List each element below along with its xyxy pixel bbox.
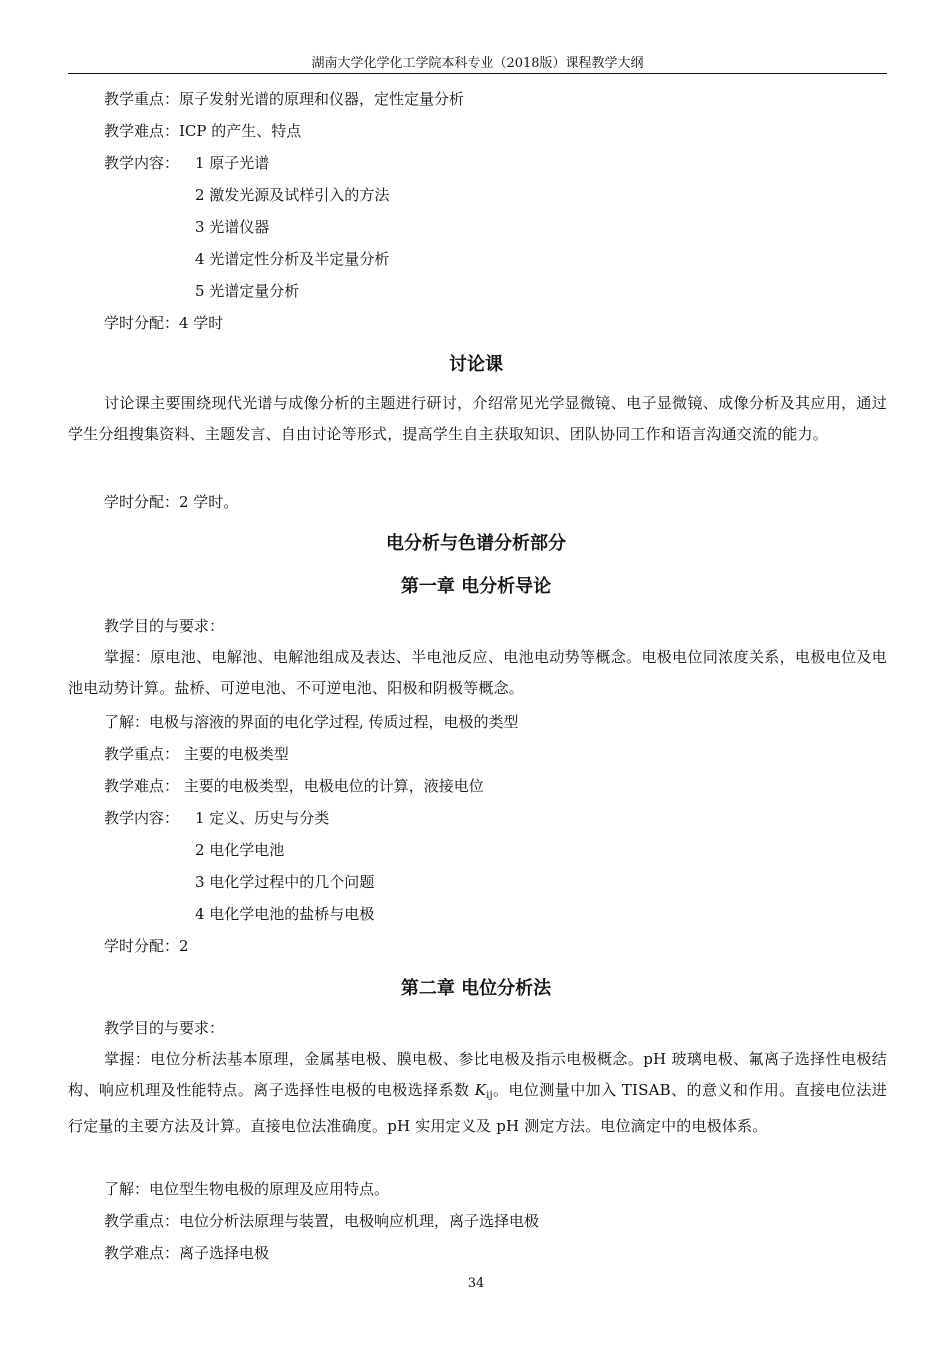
chapter2-master	[68, 1044, 887, 1142]
content-item: 1 原子光谱	[195, 154, 270, 172]
chapter1-content-label: 教学内容：	[104, 809, 180, 827]
teaching-difficulty: 教学难点：ICP 的产生、特点	[104, 122, 302, 140]
chapter2-difficulty: 教学难点：离子选择电极	[104, 1244, 270, 1262]
content-item: 3 光谱仪器	[195, 218, 270, 236]
hours-allocation: 学时分配：4 学时	[104, 314, 224, 332]
content-item: 2 激发光源及试样引入的方法	[195, 186, 390, 204]
page-number: 34	[467, 1276, 485, 1291]
header-rule	[68, 73, 887, 74]
running-header: 湖南大学化学化工学院本科专业（2018版）课程教学大纲	[311, 56, 644, 71]
chapter1-master: 掌握：原电池、电解池、电解池组成及表达、半电池反应、电池电动势等概念。电极电位同浓度关系，电极电位及电池电动势计算。盐桥、可逆电池、不可逆电池、阳极和阴极等概念。	[68, 648, 887, 697]
content-item: 3 电化学过程中的几个问题	[195, 873, 375, 891]
discussion-body: 讨论课主要围绕现代光谱与成像分析的主题进行研讨，介绍常见光学显微镜、电子显微镜、成像分析及其应用，通过学生分组搜集资料、主题发言、自由讨论等形式，提高学生自主获取知识、团队协同工作和语言沟通交流的能力。	[68, 394, 887, 443]
chapter2-understand: 了解：电位型生物电极的原理及应用特点。	[104, 1180, 390, 1198]
part-heading: 电分析与色谱分析部分	[386, 533, 566, 554]
discussion-heading: 讨论课	[449, 354, 503, 375]
teaching-focus: 教学重点：原子发射光谱的原理和仪器，定性定量分析	[104, 90, 465, 108]
content-item: 4 光谱定性分析及半定量分析	[195, 250, 390, 268]
content-item: 5 光谱定量分析	[195, 282, 300, 300]
content-item: 2 电化学电池	[195, 841, 285, 859]
chapter2-master-part1: 掌握：电位分析法基本原理，金属基电极、膜电极、参比电极及指示电极概念。pH 玻璃电极、氟离子选择性电极结构、响应机理及性能特点。离子选择性电极的电极选择系数	[68, 1050, 887, 1099]
chapter1-difficulty: 教学难点： 主要的电极类型，电极电位的计算，液接电位	[104, 777, 484, 795]
content-item: 4 电化学电池的盐桥与电极	[195, 905, 375, 923]
selectivity-coefficient-symbol: K	[474, 1081, 487, 1099]
chapter2-goal-label: 教学目的与要求：	[104, 1019, 225, 1037]
chapter2-heading: 第二章 电位分析法	[400, 978, 552, 999]
chapter1-understand: 了解：电极与溶液的界面的电化学过程, 传质过程，电极的类型	[104, 713, 519, 731]
content-item: 1 定义、历史与分类	[195, 809, 330, 827]
chapter1-hours: 学时分配：2	[104, 937, 189, 955]
chapter1-focus: 教学重点： 主要的电极类型	[104, 745, 289, 763]
chapter1-heading: 第一章 电分析导论	[400, 576, 552, 597]
selectivity-coefficient-subscript: ij	[486, 1090, 493, 1101]
chapter2-focus: 教学重点：电位分析法原理与装置，电极响应机理，离子选择电极	[104, 1212, 540, 1230]
chapter2-master-part2: 。电位测量中加入 TISAB、的意义和作用。直接电位法进行定量的主要方法及计算。直接电位法准确度。pH 实用定义及 pH 测定方法。电位滴定中的电极体系。	[68, 1081, 888, 1135]
teaching-content-label: 教学内容：	[104, 154, 180, 172]
chapter1-goal-label: 教学目的与要求：	[104, 617, 225, 635]
discussion-hours: 学时分配：2 学时。	[104, 493, 239, 511]
